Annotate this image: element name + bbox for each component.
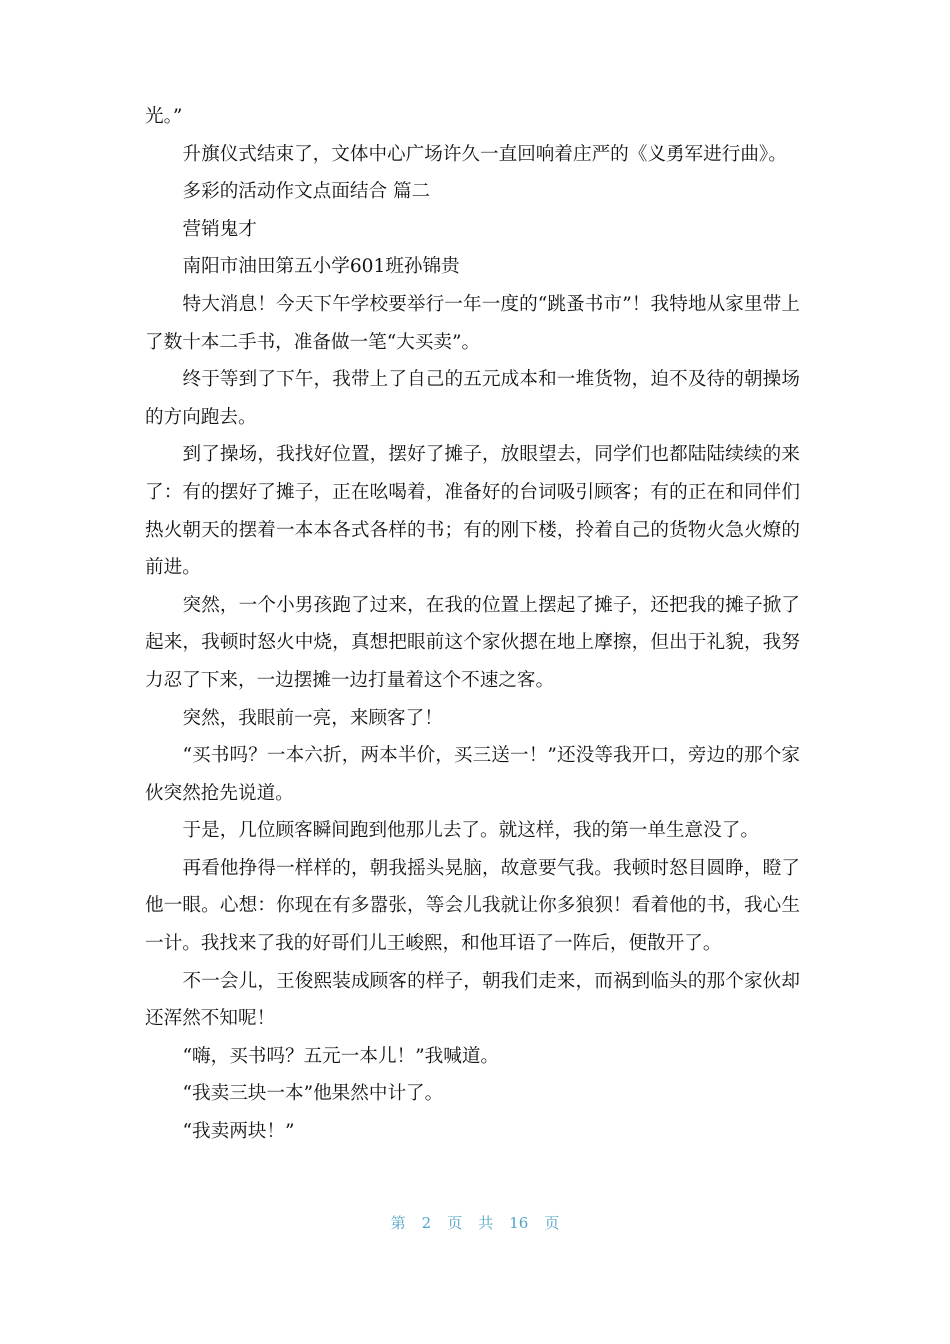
paragraph: “嗨，买书吗？五元一本儿！”我喊道。 — [182, 1045, 500, 1067]
paragraph: 光。” — [145, 106, 183, 127]
paragraph: “我卖三块一本”他果然中计了。 — [182, 1083, 444, 1105]
paragraph: 升旗仪式结束了，文体中心广场许久一直回响着庄严的《义勇军进行曲》。 — [182, 143, 787, 165]
paragraph: 不一会儿，王俊熙装成顾客的样子，朝我们走来，而祸到临头的那个家伙却还浑然不知呢！ — [145, 970, 800, 1030]
paragraph: 终于等到了下午，我带上了自己的五元成本和一堆货物，迫不及待的朝操场的方向跑去。 — [145, 369, 800, 428]
footer-word: 第 — [390, 1214, 406, 1232]
current-page-number: 2 — [421, 1214, 432, 1232]
document-body — [145, 98, 800, 1151]
paragraph: “我卖两块！” — [182, 1121, 295, 1143]
paragraph: 再看他挣得一样样的，朝我摇头晃脑，故意要气我。我顿时怒目圆睁，瞪了他一眼。心想：你现在有多嚣张，等会儿我就让你多狼狈！看着他的书，我心生一计。我找来了我的好哥们儿王峻熙，和他耳语了一阵后，便散开了。 — [145, 857, 800, 955]
essay-title: 营销鬼才 — [182, 218, 257, 240]
footer-word: 页 — [447, 1214, 463, 1232]
paragraph: “买书吗？一本六折，两本半价，买三送一！”还没等我开口，旁边的那个家伙突然抢先说道。 — [145, 745, 800, 804]
paragraph: 特大消息！今天下午学校要举行一年一度的“跳蚤书市”！我特地从家里带上了数十本二手书，准备做一笔“大买卖”。 — [145, 293, 800, 353]
footer-word: 页 — [544, 1214, 560, 1232]
essay-author: 南阳市油田第五小学601班孙锦贵 — [182, 256, 460, 278]
page-footer — [0, 1212, 950, 1233]
paragraph: 于是，几位顾客瞬间跑到他那儿去了。就这样，我的第一单生意没了。 — [182, 820, 759, 842]
paragraph: 到了操场，我找好位置，摆好了摊子，放眼望去，同学们也都陆陆续续的来了：有的摆好了摊子，正在吆喝着，准备好的台词吸引顾客；有的正在和同伴们热火朝天的摆着一本本各式各样的书；有的刚下楼，拎着自己的货物火急火燎的前进。 — [145, 444, 800, 579]
section-heading: 多彩的活动作文点面结合 篇二 — [182, 181, 431, 203]
paragraph: 突然，我眼前一亮，来顾客了！ — [182, 707, 443, 729]
paragraph: 突然，一个小男孩跑了过来，在我的位置上摆起了摊子，还把我的摊子掀了起来，我顿时怒火中烧，真想把眼前这个家伙摁在地上摩擦，但出于礼貌，我努力忍了下来，一边摆摊一边打量着这个不速之客。 — [145, 594, 800, 691]
total-pages-number: 16 — [509, 1214, 529, 1232]
footer-word: 共 — [478, 1214, 494, 1232]
